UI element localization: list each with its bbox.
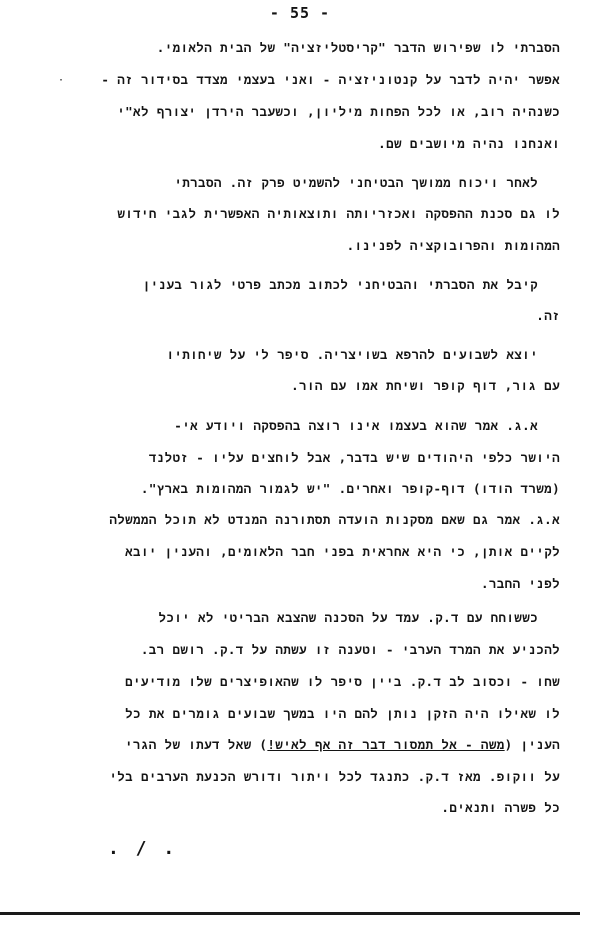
text-line [20,737,560,753]
text-line: כשנהיה רוב, או לכל הפחות מיליון, וכשעבר הירדן יצורף לא"י [117,104,560,119]
page-number: - 55 - [269,4,331,22]
bottom-rule [0,912,580,915]
text-line: לו גם סכנת ההפסקה ואכזריותה ותוצאותיה האפשרית לגבי חידוש [117,206,560,221]
text-line: להכניע את המרד הערבי - וטענה זו עשתה על ד.ק. רושם רב. [140,642,560,657]
text-line: הסברתי לו שפירוש הדבר "קריסטליזציה" של הבית הלאומי. [156,40,560,55]
text-line: א.ג. אמר שהוא בעצמו אינו רוצה בהפסקה ויודע אי- [174,418,538,433]
stray-mark: · [58,75,65,86]
end-mark: . / . [108,838,178,859]
text-line: קיבל את הסברתי והבטיחני לכתוב מכתב פרטי לגור בענין [142,277,538,292]
underlined-note: משה - אל תמסור דבר זה אף לאיש! [267,737,505,752]
text-line: עם גור, דוף קופר ושיחת אמו עם הור. [291,378,560,393]
line-text-part: ) שאל דעתו של הגרי [125,737,268,752]
text-line: א.ג. אמר גם שאם מסקנות הועדה תסתורנה המנדט לא תוכל הממשלה [109,512,560,527]
text-line: שחו - וכסוב לב ד.ק. ביין סיפר לו שהאופיצרים שלו מודיעים [125,674,560,689]
text-line: אפשר יהיה לדבר על קנטוניזציה - ואני בעצמי מצדד בסידור זה - [101,72,560,87]
text-line: (משרד הודו) דוף-קופר ואחרים. "יש לגמור המהומות בארץ". [140,481,560,496]
text-line: לאחר ויכוח ממושך הבטיחני להשמיט פרק זה. הסברתי [174,175,538,190]
text-line: כל פשרה ותנאים. [441,800,560,815]
text-line: ואנחנו נהיה מיושבים שם. [378,136,560,151]
text-line: לקיים אותן, כי היא אחראית בפני חבר הלאומים, והענין יובא [125,544,560,559]
text-line: כששוחח עם ד.ק. עמד על הסכנה שהצבא הבריטי לא יוכל [158,610,538,625]
text-line: לו שאילו היה הזקן נותן להם היו במשך שבועים גומרים את כל [125,706,560,721]
text-line: יוצא לשבועים להרפא בשויצריה. סיפר לי על שיחותיו [166,347,538,362]
text-line: היושר כלפי היהודים שיש בדבר, אבל לוחצים עליו - זטלנד [148,450,560,465]
text-line: זה. [536,308,560,323]
text-line: לפני החבר. [480,576,560,591]
text-line: המהומות והפרובוקציה לפנינו. [346,238,560,253]
line-text-part: הענין ( [504,737,560,752]
text-line: על ווקופ. מאז ד.ק. כתנגד לכל ויתור ודורש הכנעת הערבים בלי [109,769,560,784]
